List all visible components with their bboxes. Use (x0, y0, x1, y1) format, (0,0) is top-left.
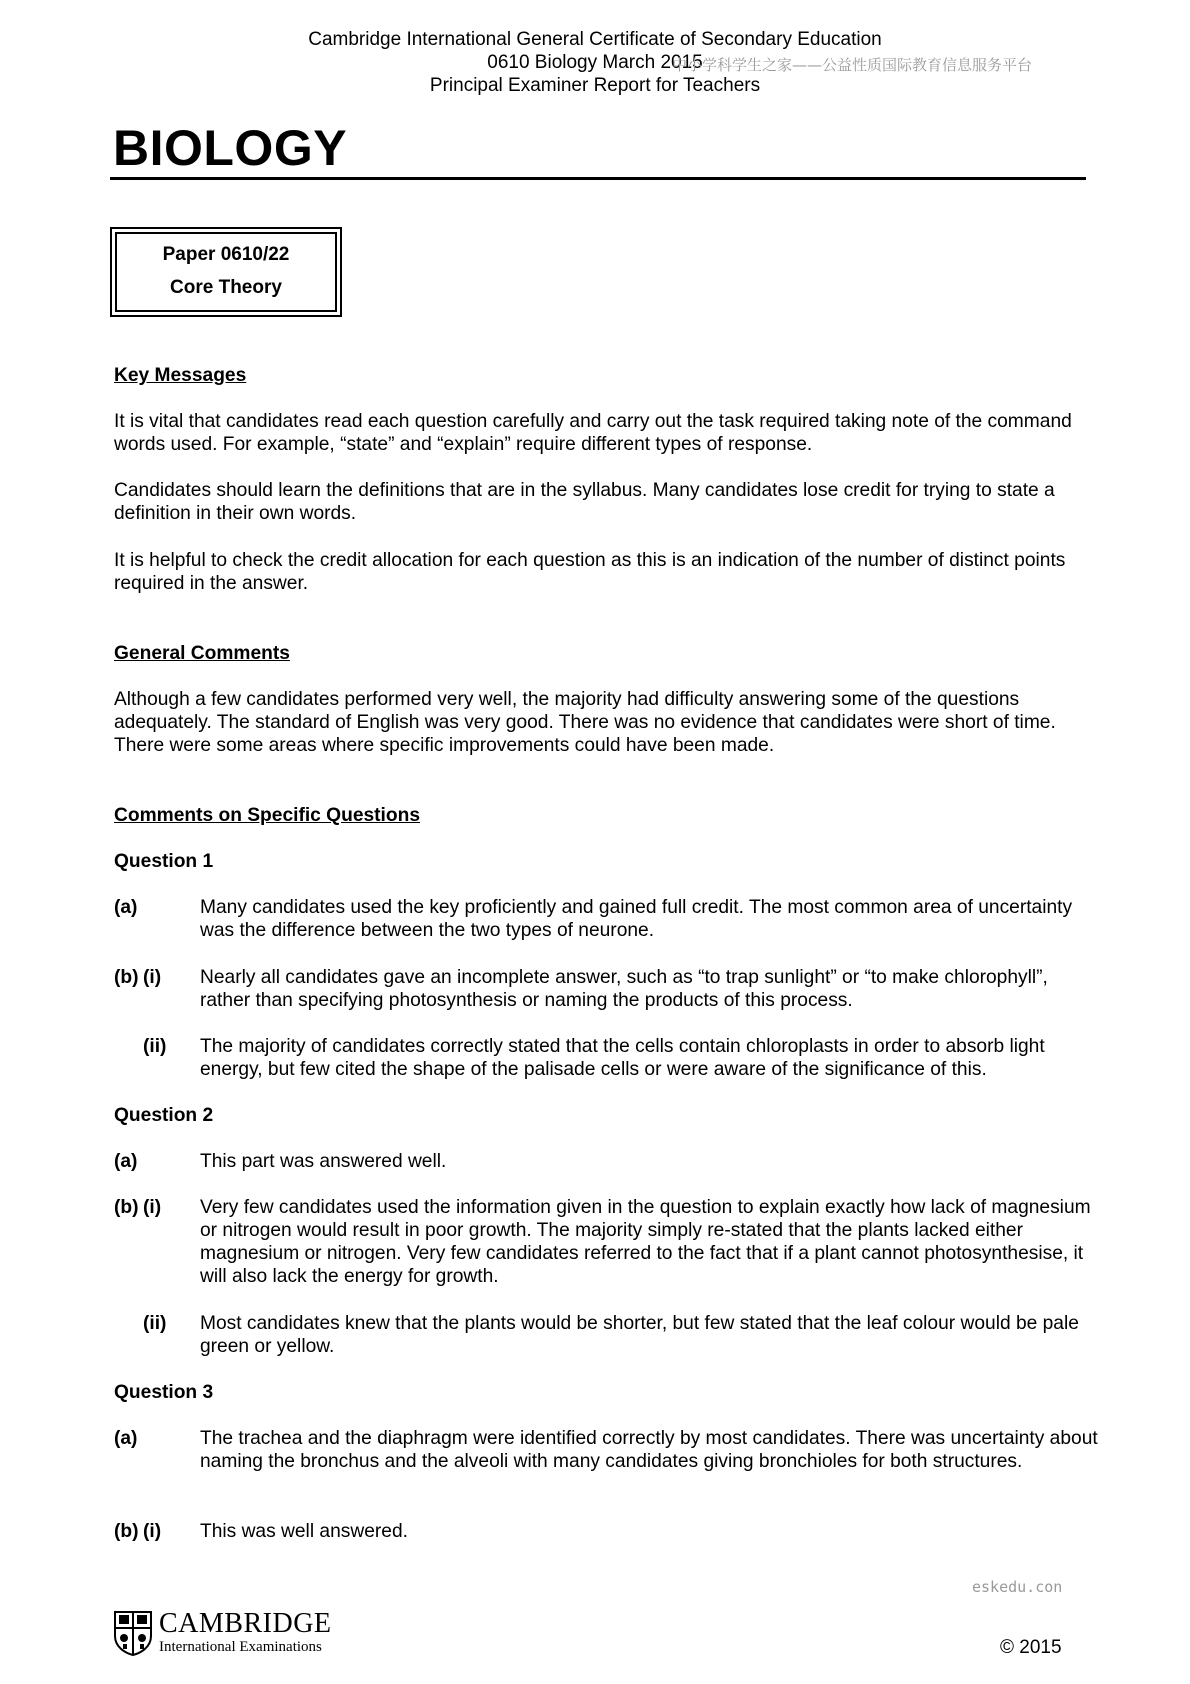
part-text: Most candidates knew that the plants would be shorter, but few stated that the leaf colour would be pale green or yellow. (200, 1313, 1079, 1357)
paper-box (110, 227, 342, 317)
part-text: The majority of candidates correctly stated that the cells contain chloroplasts in order to absorb light energy, but few cited the shape of the palisade cells or were aware of the significance of this. (200, 1036, 1045, 1080)
paper-name: Core Theory (170, 277, 282, 298)
key-message-paragraph-2: Candidates should learn the definitions that are in the syllabus. Many candidates lose credit for trying to state a definition in their own words. (114, 480, 1055, 524)
header-line-3: Principal Examiner Report for Teachers (429, 75, 761, 96)
part-text: This was well answered. (200, 1521, 408, 1542)
specific-comments-heading: Comments on Specific Questions (114, 805, 420, 826)
logo-name: CAMBRIDGE (159, 1608, 332, 1639)
question-1-title: Question 1 (114, 851, 214, 872)
key-message-paragraph-1: It is vital that candidates read each question carefully and carry out the task required taking note of the command words used. For example, “state” and “explain” require different types of response. (114, 411, 1072, 455)
copyright: © 2015 (1000, 1637, 1062, 1658)
part-text: Many candidates used the key proficiently and gained full credit. The most common area of uncertainty was the difference between the two types of neurone. (200, 897, 1073, 941)
cambridge-shield-icon (113, 1610, 153, 1656)
part-text: The trachea and the diaphragm were identified correctly by most candidates. There was uncertainty about naming the bronchus and the alveoli with many candidates giving bronchioles for both structures. (200, 1428, 1098, 1472)
cambridge-logo (113, 1610, 332, 1656)
page-title: BIOLOGY (113, 120, 348, 176)
part-text: Nearly all candidates gave an incomplete answer, such as “to trap sunlight” or “to make chlorophyll”, rather than specifying photosynthesis or naming the products of this process. (200, 967, 1048, 1011)
part-label: (a) (114, 1428, 138, 1449)
paper-code: Paper 0610/22 (162, 244, 290, 265)
subpart-label: (i) (143, 967, 162, 988)
question-3-title: Question 3 (114, 1382, 214, 1403)
general-comments-heading: General Comments (114, 643, 290, 664)
watermark-top: 中小学科学生之家——公益性质国际教育信息服务平台 (672, 56, 1033, 74)
key-messages-heading: Key Messages (114, 365, 247, 386)
logo-subtitle: International Examinations (159, 1639, 322, 1655)
subpart-label: (ii) (143, 1036, 167, 1057)
part-label: (b) (114, 1521, 139, 1542)
header-line-2: 0610 Biology March 2015 (487, 52, 703, 73)
subpart-label: (ii) (143, 1313, 167, 1334)
key-message-paragraph-3: It is helpful to check the credit allocation for each question as this is an indication of the number of distinct points required in the answer. (114, 550, 1066, 594)
part-text: This part was answered well. (200, 1151, 447, 1172)
part-label: (a) (114, 1151, 138, 1172)
subpart-label: (i) (143, 1197, 162, 1218)
header-line-1: Cambridge International General Certificate of Secondary Education (308, 29, 882, 50)
part-label: (b) (114, 1197, 139, 1218)
question-2-title: Question 2 (114, 1105, 214, 1126)
watermark-bottom: eskedu.con (972, 1578, 1063, 1596)
subpart-label: (i) (143, 1521, 162, 1542)
part-label: (a) (114, 897, 138, 918)
title-rule (110, 177, 1086, 180)
part-label: (b) (114, 967, 139, 988)
general-comments-paragraph: Although a few candidates performed very well, the majority had difficulty answering some of the questions adequately. The standard of English was very good. There was no evidence that candidates were short of time. There were some areas where specific improvements could have been made. (114, 689, 1056, 756)
part-text: Very few candidates used the information given in the question to explain exactly how lack of magnesium or nitrogen would result in poor growth. The majority simply re-stated that the plants lacked either magnesium or nitrogen. Very few candidates referred to the fact that if a plant cannot photosynthesise, it will also lack the energy for growth. (200, 1197, 1091, 1287)
